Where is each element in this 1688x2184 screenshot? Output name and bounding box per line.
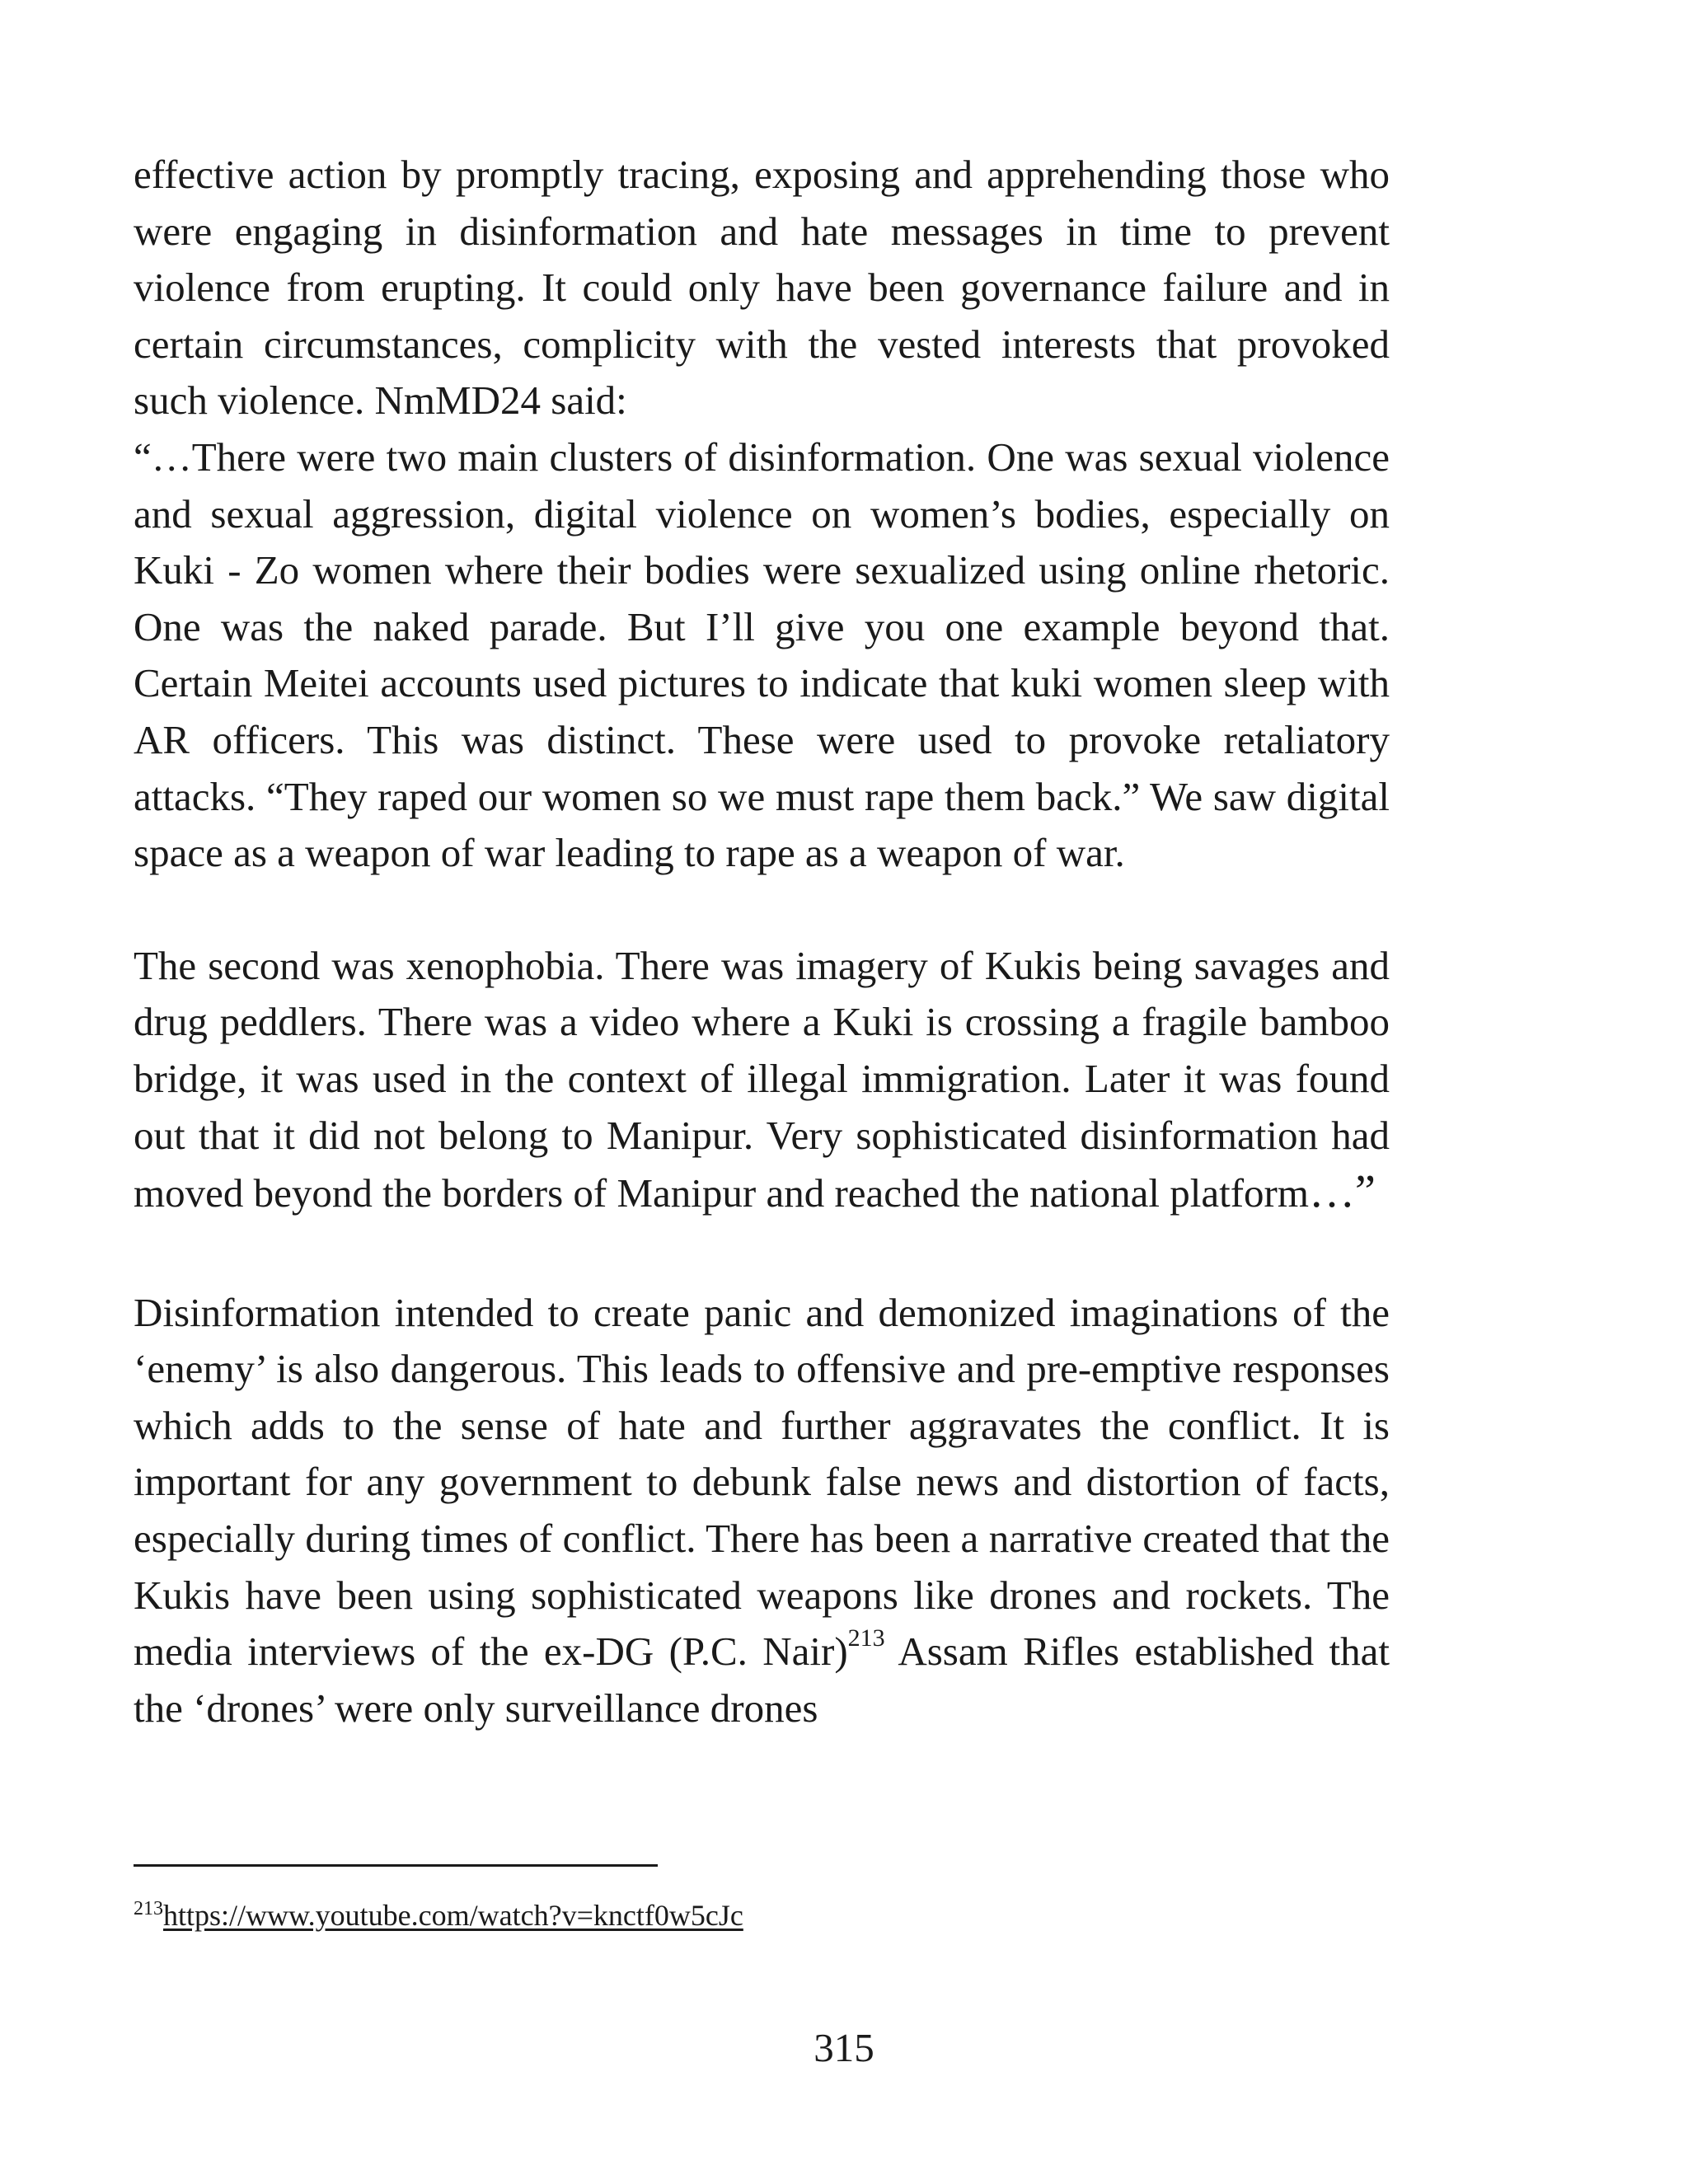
quote-disinformation-clusters: “…There were two main clusters of disinformation. One was sexual violence and sexual aggression, digital violence on women’s bodies, especially on Kuki - Zo women where their bodies were sexualized using online rhetoric. One was the naked parade. But I’ll give you one example beyond that. Certain Meitei accounts used pictures to indicate that kuki women sleep with AR officers. This was distinct. These were used to provoke retaliatory attacks. “They raped our women so we must rape them back.” We saw digital space as a weapon of war leading to rape as a weapon of war. <box>134 434 1390 876</box>
footnote-reference[interactable]: 213 <box>847 1624 885 1652</box>
paragraph-drones-text: Disinformation intended to create panic and demonized imaginations of the ‘enemy’ is also dangerous. This leads to offensive and pre-emptive responses which adds to the sense of hate and further aggravates the conflict. It is important for any government to debunk false news and distortion of facts, especially during times of conflict. There has been a narrative created that the Kukis have been using sophisticated weapons like drones and rockets. The media interviews of the ex-DG (P.C. Nair) <box>134 1289 1390 1675</box>
page-number: 315 <box>814 2025 874 2070</box>
quote-xenophobia <box>134 938 1390 1222</box>
page-body <box>134 147 1390 1736</box>
footnote-divider <box>134 1864 658 1867</box>
paragraph-drones-tail: Assam Rifles established that the ‘drones’ were only surveillance drones <box>134 1629 1390 1731</box>
quote-closing-mark: …” <box>1308 1166 1376 1218</box>
paragraph-intro: effective action by promptly tracing, exposing and apprehending those who were engaging in disinformation and hate messages in time to prevent violence from erupting. It could only have been governance failure and in certain circumstances, complicity with the vested interests that provoked such violence. NmMD24 said: <box>134 152 1390 424</box>
footnote <box>134 1896 743 1935</box>
footnote-number: 213 <box>134 1898 163 1919</box>
footnote-link[interactable]: https://www.youtube.com/watch?v=knctf0w5cJc <box>163 1899 743 1932</box>
quote-xenophobia-text: The second was xenophobia. There was imagery of Kukis being savages and drug peddlers. There was a video where a Kuki is crossing a fragile bamboo bridge, it was used in the context of illegal immigration. Later it was found out that it did not belong to Manipur. Very sophisticated disinformation had moved beyond the borders of Manipur and reached the national platform <box>134 942 1390 1216</box>
paragraph-drones <box>134 1285 1390 1737</box>
